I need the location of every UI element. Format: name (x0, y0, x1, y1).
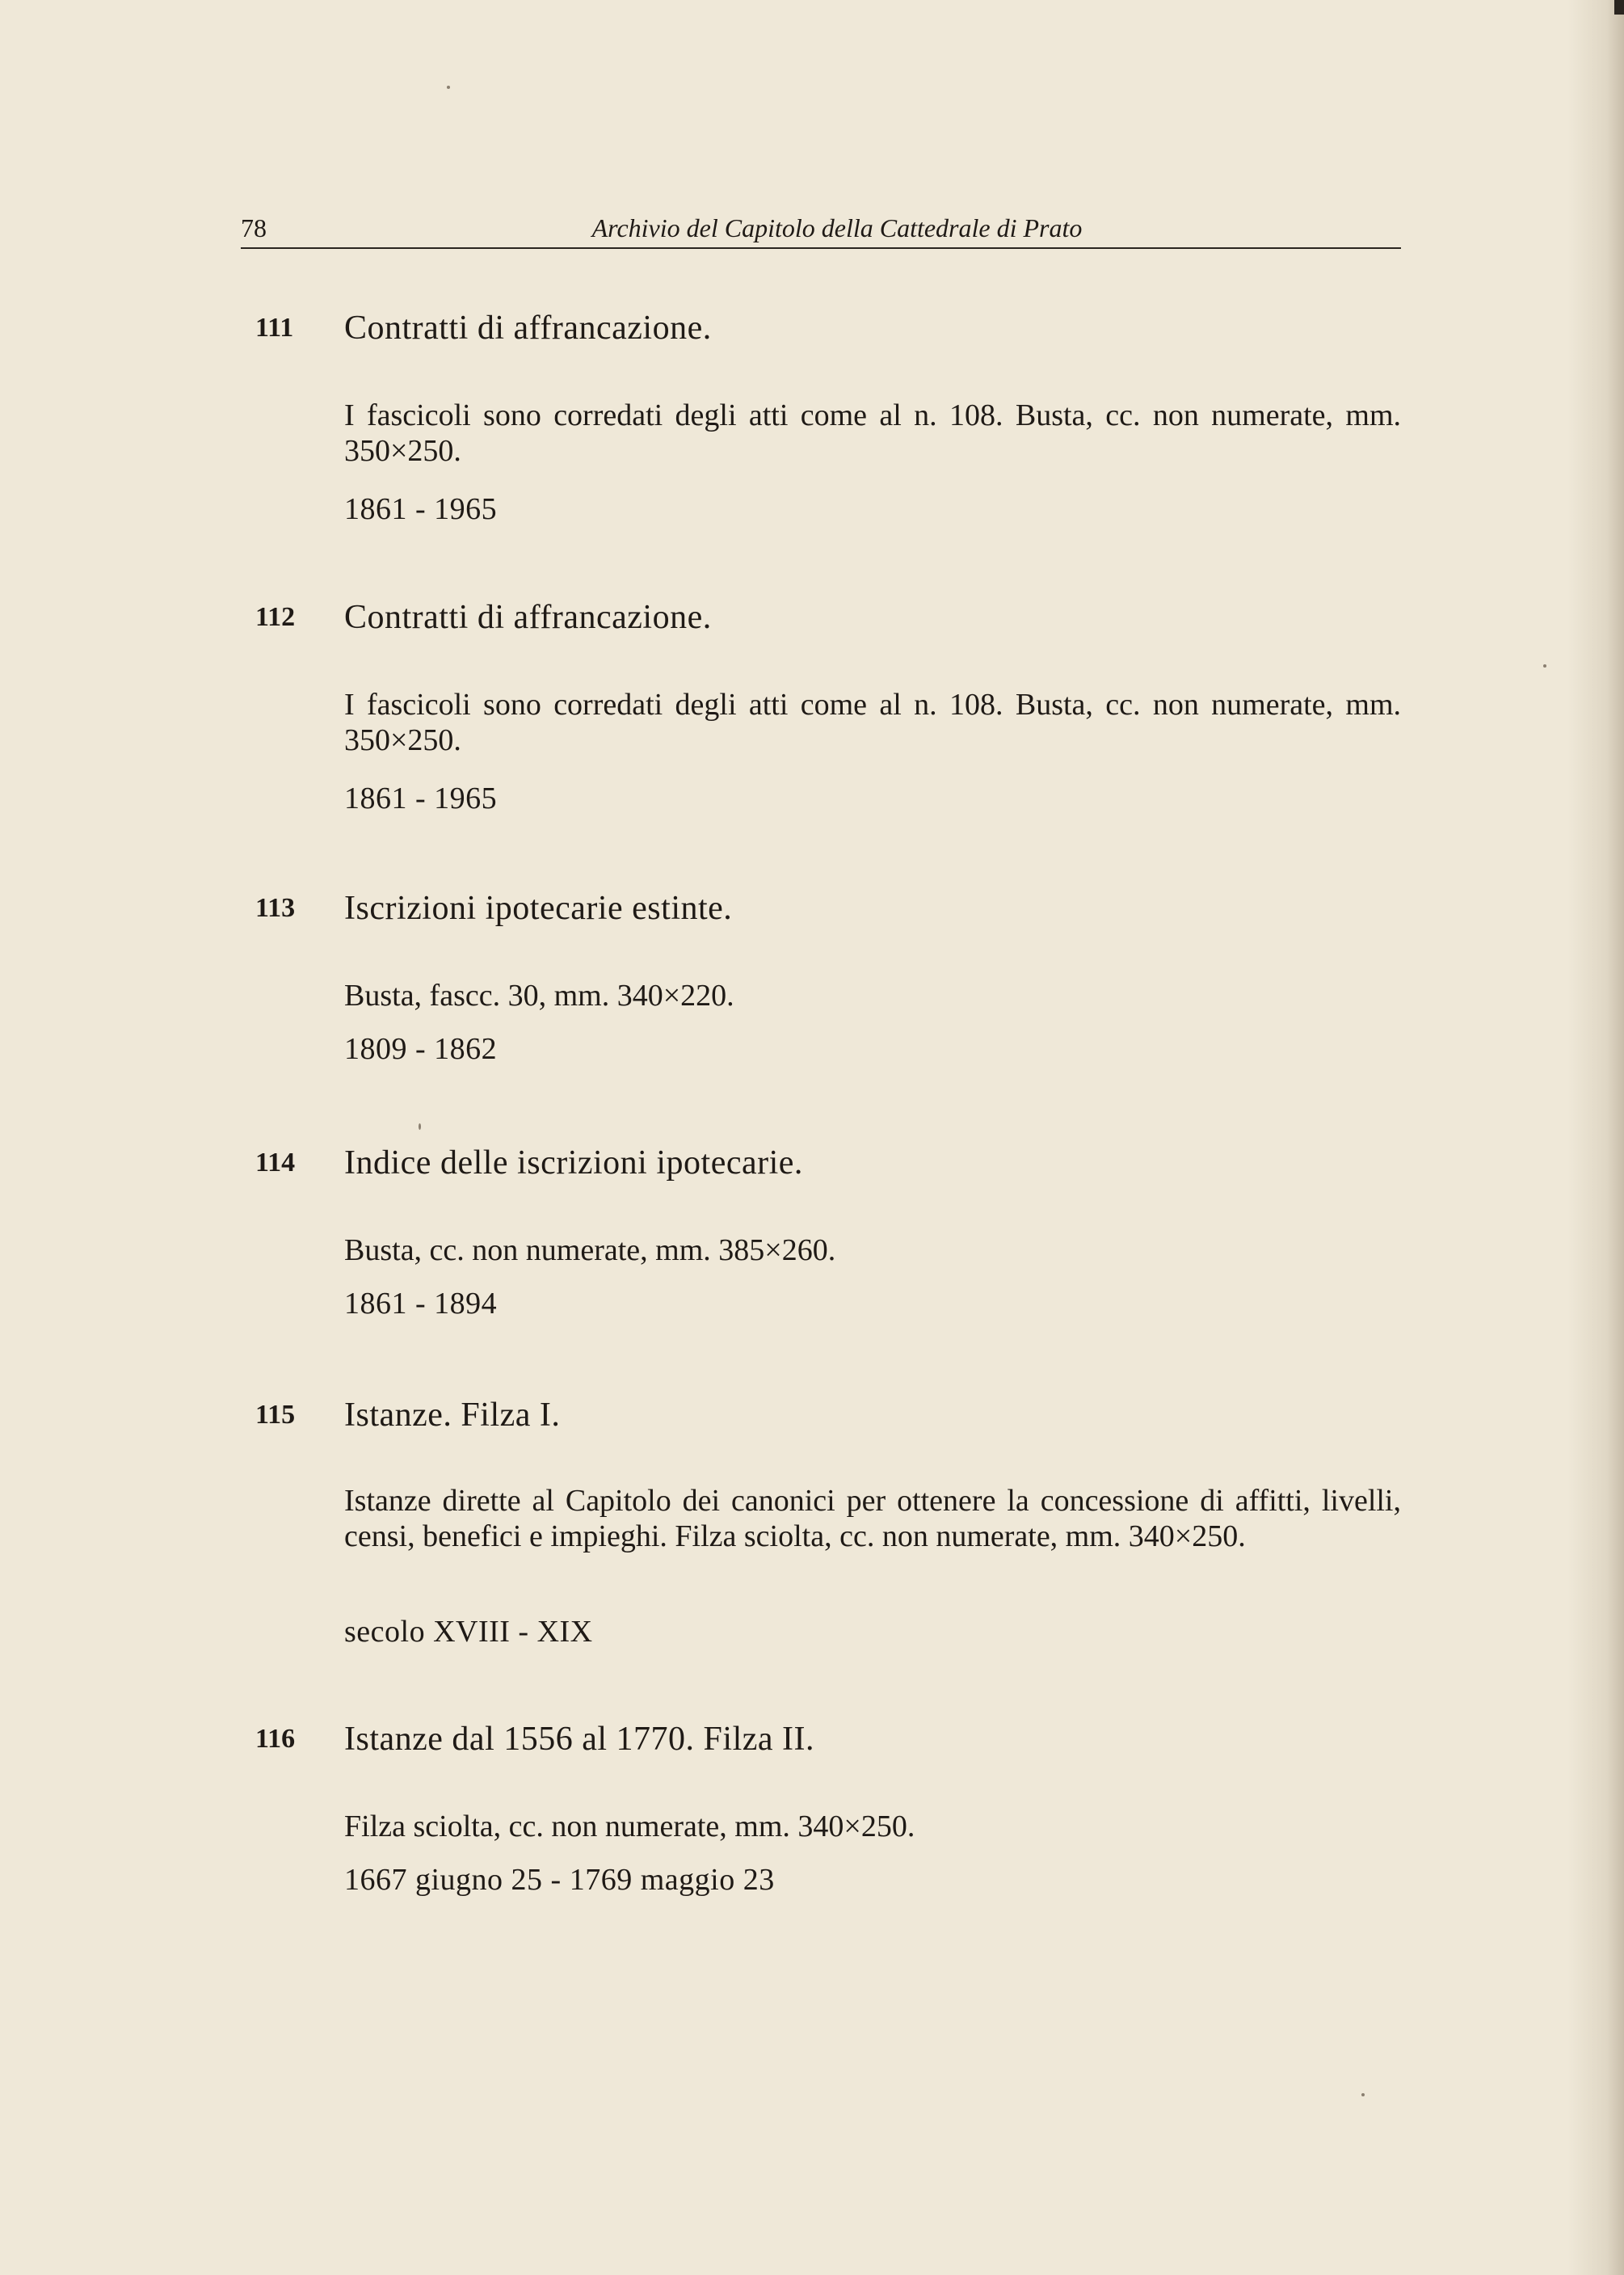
page-edge-shadow (1567, 0, 1624, 2275)
entry-number: 112 (255, 602, 296, 632)
entry-title: Indice delle iscrizioni ipotecarie. (344, 1144, 803, 1182)
entry-title: Istanze dal 1556 al 1770. Filza II. (344, 1721, 814, 1758)
entry-description: I fascicoli sono corredati degli atti come al n. 108. Busta, cc. non numerate, mm. 350×250. (344, 688, 1401, 757)
entry-number: 114 (255, 1148, 296, 1178)
entry-number: 115 (255, 1400, 296, 1430)
entry-description: Busta, cc. non numerate, mm. 385×260. (344, 1233, 836, 1267)
page-number: 78 (241, 213, 267, 242)
entry-dates: 1667 giugno 25 - 1769 maggio 23 (344, 1863, 775, 1897)
entry-number: 111 (255, 313, 294, 343)
running-title: Archivio del Capitolo della Cattedrale di Prato (591, 213, 1083, 242)
entry-dates: 1861 - 1965 (344, 782, 498, 815)
corner-mark (1614, 0, 1624, 15)
page-header (241, 212, 1401, 249)
entry-description: Filza sciolta, cc. non numerate, mm. 340×250. (344, 1809, 915, 1843)
entry-description: Busta, fascc. 30, mm. 340×220. (344, 979, 734, 1013)
entry-title: Contratti di affrancazione. (344, 599, 712, 636)
paper-speck (447, 86, 450, 89)
entry-title: Contratti di affrancazione. (344, 310, 712, 347)
paper-speck (1361, 2093, 1365, 2096)
entry-title: Iscrizioni ipotecarie estinte. (344, 890, 733, 927)
entry-dates: 1809 - 1862 (344, 1032, 498, 1066)
entry-description: Istanze dirette al Capitolo dei canonici per ottenere la concessione di affitti, livelli, censi, benefici e impieghi. Filza sciolta, cc. non numerate, mm. 340×250. (344, 1484, 1401, 1553)
entry-dates: 1861 - 1965 (344, 492, 498, 526)
paper-speck (1543, 664, 1546, 668)
entry-number: 116 (255, 1724, 296, 1754)
entry-title: Istanze. Filza I. (344, 1397, 561, 1434)
entry-dates: 1861 - 1894 (344, 1287, 498, 1321)
entry-number: 113 (255, 893, 296, 923)
entry-dates: secolo XVIII - XIX (344, 1615, 593, 1649)
paper-speck (419, 1123, 421, 1130)
entry-description: I fascicoli sono corredati degli atti come al n. 108. Busta, cc. non numerate, mm. 350×250. (344, 398, 1401, 468)
